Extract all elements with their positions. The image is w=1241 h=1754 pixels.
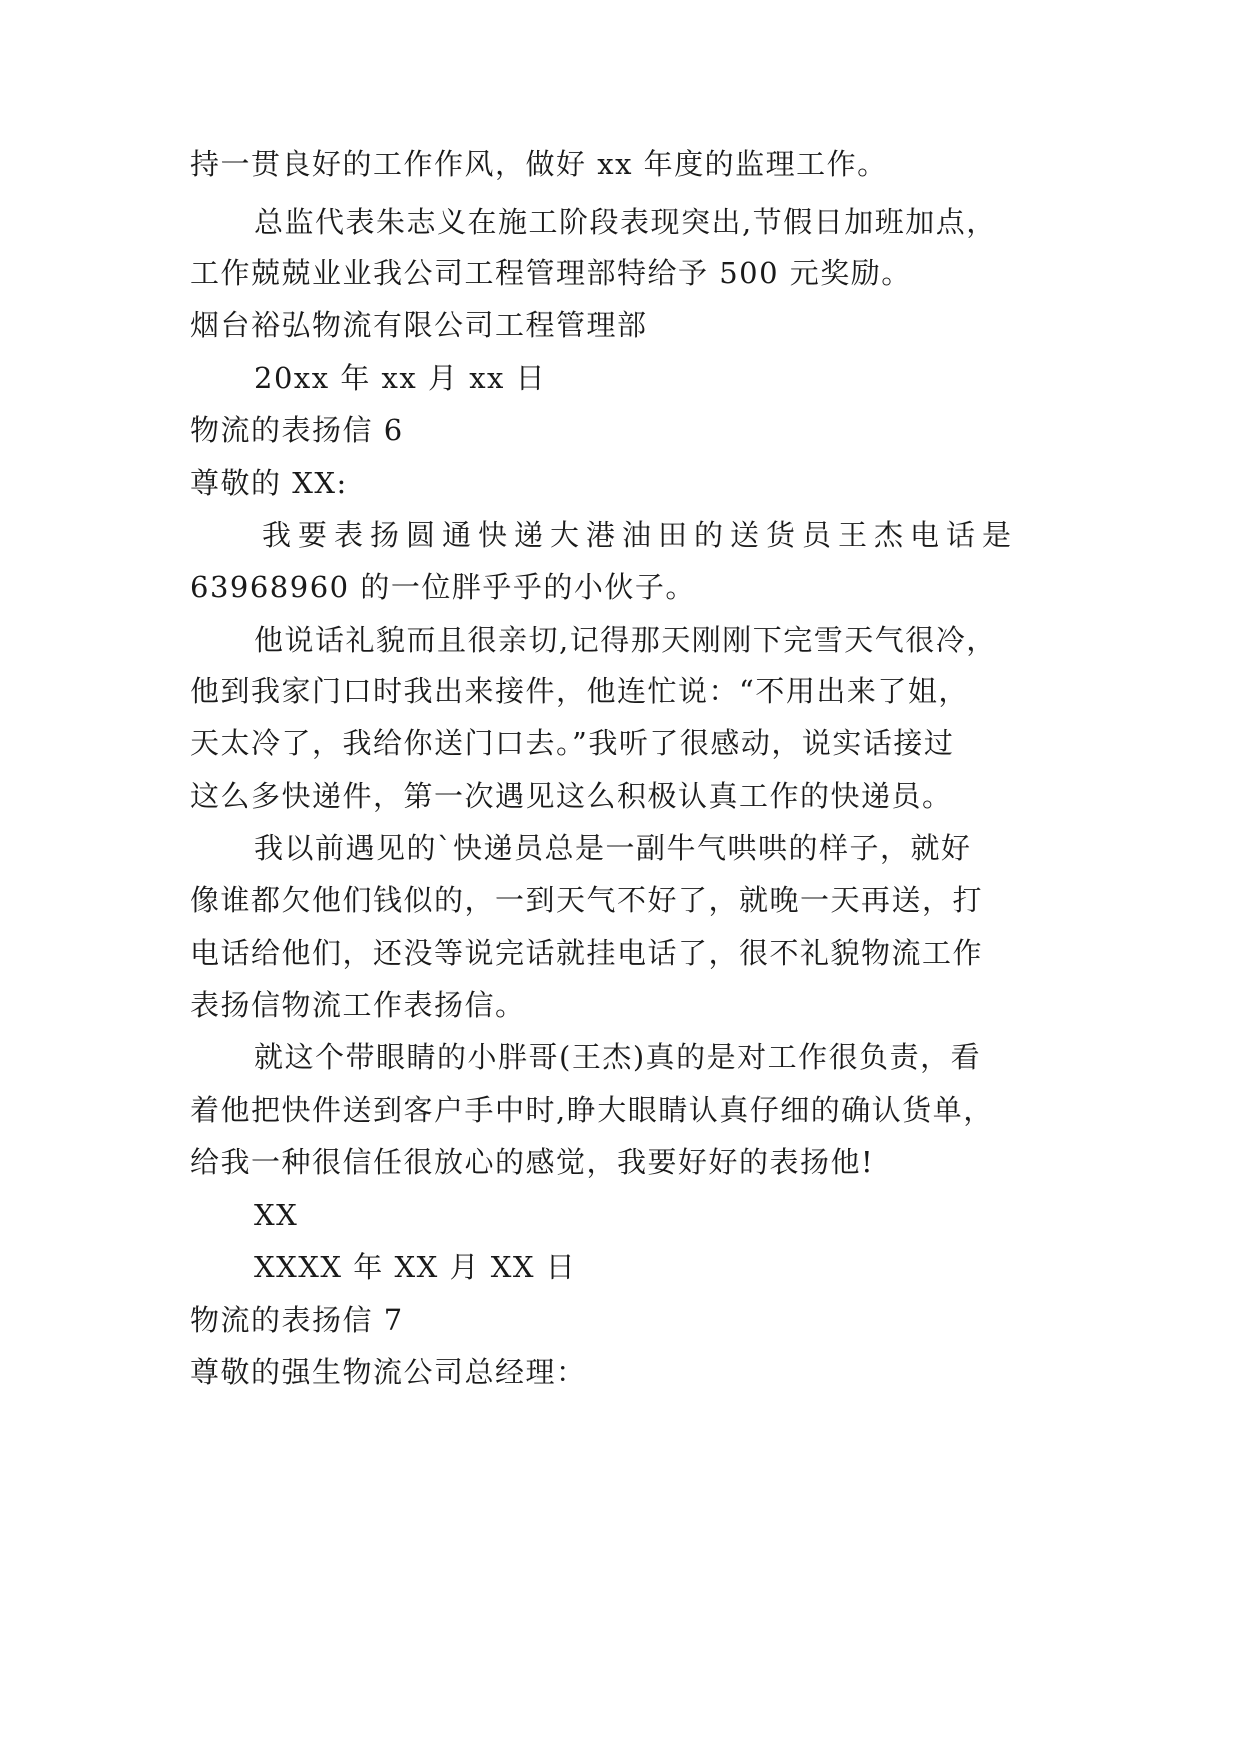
paragraph-line: 他说话礼貌而且很亲切,记得那天刚刚下完雪天气很冷， [254, 623, 997, 657]
salutation: 尊敬的强生物流公司总经理： [190, 1355, 587, 1389]
paragraph-line: 持一贯良好的工作作风，做好 xx 年度的监理工作。 [190, 147, 888, 181]
salutation: 尊敬的 XX: [190, 466, 348, 500]
paragraph-line: 给我一种很信任很放心的感觉，我要好好的表扬他! [190, 1145, 875, 1179]
paragraph-line: 他到我家门口时我出来接件，他连忙说：“不用出来了姐， [190, 674, 969, 708]
signature-date: 20xx 年 xx 月 xx 日 [254, 361, 547, 395]
paragraph-line: 工作兢兢业业我公司工程管理部特给予 500 元奖励。 [190, 256, 912, 290]
paragraph-line: 着他把快件送到客户手中时,睁大眼睛认真仔细的确认货单， [190, 1093, 994, 1127]
signature-date: XXXX 年 XX 月 XX 日 [254, 1250, 577, 1284]
paragraph-line: 这么多快递件，第一次遇见这么积极认真工作的快递员。 [190, 779, 953, 813]
paragraph-line: 电话给他们，还没等说完话就挂电话了，很不礼貌物流工作 [190, 936, 984, 970]
paragraph-line: 我要表扬圆通快递大港油田的送货员王杰电话是 [262, 518, 1019, 552]
paragraph-line: 63968960 的一位胖乎乎的小伙子。 [190, 570, 696, 604]
signature-company: 烟台裕弘物流有限公司工程管理部 [190, 308, 648, 342]
section-title: 物流的表扬信 7 [190, 1303, 404, 1337]
paragraph-line: 表扬信物流工作表扬信。 [190, 988, 526, 1022]
paragraph-line: 我以前遇见的`快递员总是一副牛气哄哄的样子，就好 [254, 831, 972, 865]
paragraph-line: 总监代表朱志义在施工阶段表现突出,节假日加班加点， [254, 205, 997, 239]
paragraph-line: 就这个带眼睛的小胖哥(王杰)真的是对工作很负责，看 [254, 1040, 982, 1074]
paragraph-line: 天太冷了，我给你送门口去。”我听了很感动，说实话接过 [190, 726, 955, 760]
signature-name: XX [254, 1198, 299, 1232]
paragraph-line: 像谁都欠他们钱似的，一到天气不好了，就晚一天再送，打 [190, 883, 984, 917]
section-title: 物流的表扬信 6 [190, 413, 404, 447]
